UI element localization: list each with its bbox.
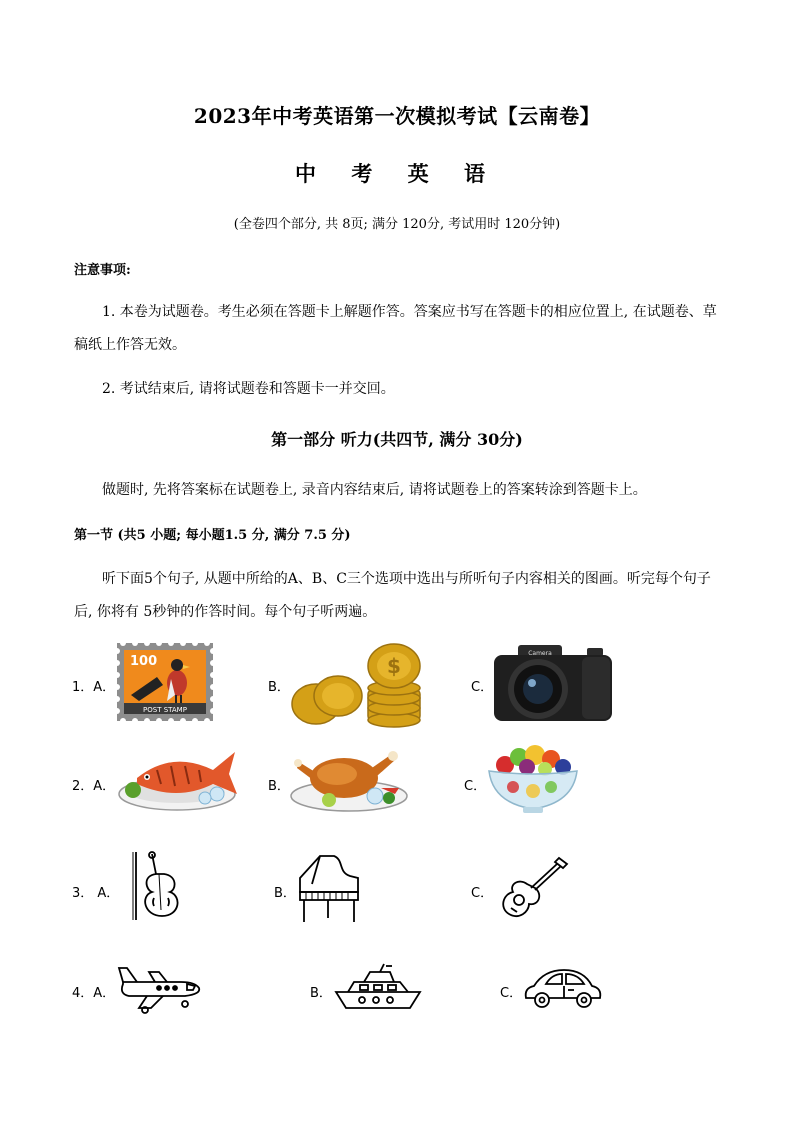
part1-heading: 第一部分 听力(共四节, 满分 30分) — [271, 430, 523, 449]
q2-a-label: 2．A． — [72, 779, 116, 794]
piano-icon — [298, 852, 362, 924]
exam-title: 2023年中考英语第一次模拟考试【云南卷】 — [193, 104, 601, 128]
roast-chicken-icon — [289, 744, 411, 812]
q2-c-label: C． — [464, 779, 487, 794]
section1-instruction: 听下面5个句子, 从题中所给的A、B、C三个选项中选出与所听句子内容相关的图画。听完每个句子后, 你将有 5秒钟的作答时间。每个句子听两遍。 — [74, 571, 711, 620]
q1-b-label: B． — [268, 680, 290, 695]
q2-b-label: B． — [268, 779, 290, 794]
guitar-icon — [497, 854, 573, 922]
exam-note: (全卷四个部分, 共 8页; 满分 120分, 考试用时 120分钟) — [233, 217, 561, 232]
q4-b-label: B． — [310, 986, 332, 1001]
airplane-icon — [115, 964, 203, 1014]
stamp-caption: POST STAMP — [143, 706, 187, 714]
stamp-value: 100 — [130, 654, 158, 669]
exam-subtitle: 中 考 英 语 — [295, 161, 499, 186]
car-icon — [522, 964, 604, 1010]
notice-item-2: 2. 考试结束后, 请将试题卷和答题卡一并交回。 — [102, 381, 395, 397]
stamp-icon — [117, 643, 213, 721]
camera-icon — [492, 643, 614, 723]
q1-c-label: C． — [471, 680, 494, 695]
q4-c-label: C． — [500, 986, 523, 1001]
q1-a-label: 1．A． — [72, 680, 116, 695]
q3-a-label: 3． A． — [72, 886, 120, 901]
notice-heading: 注意事项: — [74, 263, 131, 278]
q4-a-label: 4．A． — [72, 986, 116, 1001]
q3-b-label: B． — [274, 886, 296, 901]
boat-icon — [334, 962, 424, 1012]
fish-dish-icon — [117, 744, 239, 812]
fruit-salad-icon — [485, 743, 581, 815]
q3-c-label: C． — [471, 886, 494, 901]
notice-item-1: 1. 本卷为试题卷。考生必须在答题卡上解题作答。答案应书写在答题卡的相应位置上, 在试题卷、草稿纸上作答无效。 — [74, 304, 717, 353]
camera-text: Camera — [528, 650, 552, 657]
svg-text:$: $ — [387, 654, 401, 678]
violin-icon — [128, 850, 186, 922]
part1-instruction: 做题时, 先将答案标在试题卷上, 录音内容结束后, 请将试题卷上的答案转涂到答题卡上。 — [102, 482, 647, 498]
section1-heading: 第一节 (共5 小题; 每小题1.5 分, 满分 7.5 分) — [74, 528, 351, 543]
coins-icon — [290, 642, 426, 728]
